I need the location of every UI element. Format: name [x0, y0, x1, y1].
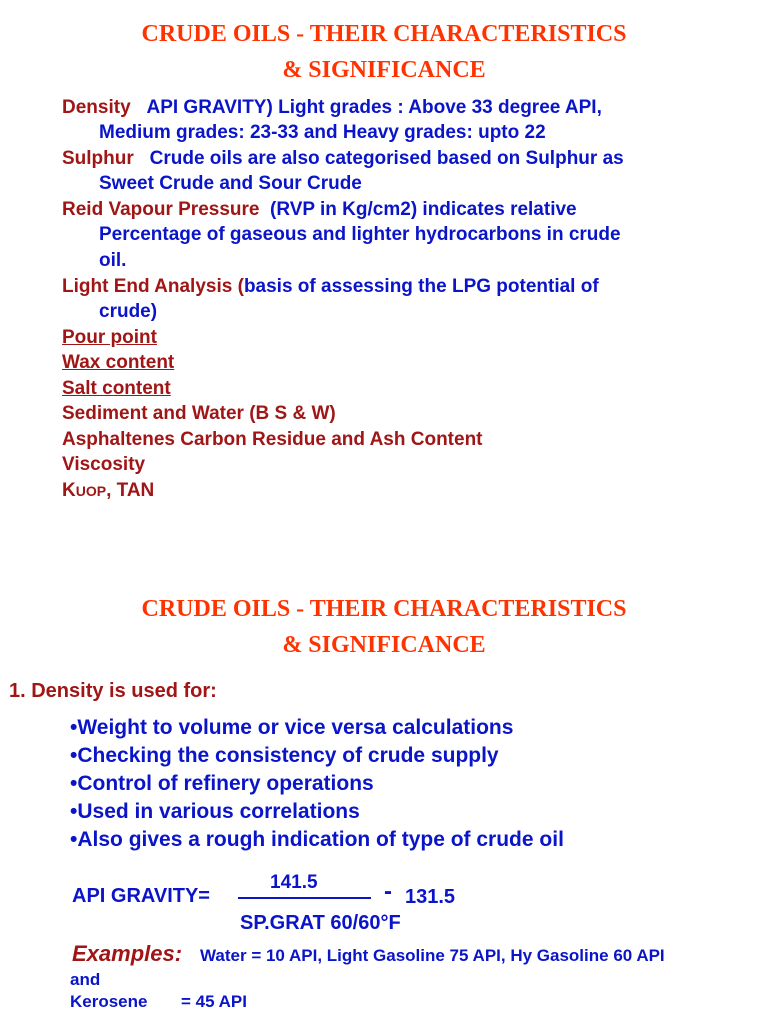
- bullet-item: •Control of refinery operations: [70, 772, 374, 795]
- examples-kerosene-value: = 45 API: [181, 992, 247, 1011]
- viscosity: Viscosity: [62, 454, 146, 475]
- wax-content: Wax content: [62, 352, 175, 373]
- fraction-bar: [238, 897, 371, 899]
- kuop-rest: , TAN: [106, 480, 155, 501]
- bullet-item: •Used in various correlations: [70, 800, 360, 823]
- slide2-title: [0, 591, 768, 663]
- examples-text: Water = 10 API, Light Gasoline 75 API, Hy Gasoline 60 API: [200, 946, 665, 965]
- slide1-title-line1: CRUDE OILS - THEIR CHARACTERISTICS: [141, 21, 627, 47]
- slide2-title-line1: CRUDE OILS - THEIR CHARACTERISTICS: [141, 596, 627, 622]
- formula-numerator: 141.5: [270, 872, 318, 893]
- sulphur-row: [62, 146, 624, 171]
- formula-subtract: 131.5: [405, 886, 456, 908]
- slide1-title-line2: & SIGNIFICANCE: [282, 57, 486, 83]
- formula-minus: -: [384, 878, 392, 905]
- examples-and: and: [70, 970, 101, 989]
- density-used-heading: 1. Density is used for:: [9, 680, 217, 702]
- rvp-row: [62, 197, 577, 222]
- light-end-paren: (: [237, 276, 244, 297]
- rvp-label: Reid Vapour Pressure: [62, 199, 260, 220]
- sulphur-cont: Sweet Crude and Sour Crude: [99, 173, 362, 194]
- formula-label: API GRAVITY=: [72, 885, 210, 907]
- pour-point: Pour point: [62, 327, 157, 348]
- light-end-row: [62, 274, 599, 299]
- bullet-item: •Checking the consistency of crude supply: [70, 744, 499, 767]
- slide1-title: [0, 16, 768, 88]
- light-end-text: basis of assessing the LPG potential of: [243, 276, 599, 297]
- kuop-k: K: [62, 480, 76, 501]
- density-row: [62, 95, 602, 120]
- rvp-cont2: oil.: [99, 250, 127, 271]
- sulphur-label: Sulphur: [62, 148, 134, 169]
- density-cont: Medium grades: 23-33 and Heavy grades: upto 22: [99, 122, 546, 143]
- density-label: Density: [62, 97, 131, 118]
- light-end-cont: crude): [99, 301, 158, 322]
- formula-denominator: SP.GRAT 60/60°F: [240, 912, 401, 934]
- rvp-text: (RVP in Kg/cm2) indicates relative: [270, 199, 577, 220]
- sulphur-text: Crude oils are also categorised based on Sulphur as: [149, 148, 624, 169]
- asphaltenes: Asphaltenes Carbon Residue and Ash Content: [62, 429, 483, 450]
- light-end-label: Light End Analysis: [62, 276, 233, 297]
- bullet-item: •Also gives a rough indication of type of crude oil: [70, 828, 564, 851]
- rvp-cont1: Percentage of gaseous and lighter hydrocarbons in crude: [99, 224, 621, 245]
- kuop-tan: [62, 478, 154, 504]
- examples-kerosene: Kerosene: [70, 992, 148, 1011]
- slide2-title-line2: & SIGNIFICANCE: [282, 632, 486, 658]
- examples-label: Examples:: [72, 941, 183, 966]
- sediment-water: Sediment and Water (B S & W): [62, 403, 336, 424]
- bullet-item: •Weight to volume or vice versa calculations: [70, 716, 514, 739]
- salt-content: Salt content: [62, 378, 171, 399]
- density-text: API GRAVITY) Light grades : Above 33 degree API,: [146, 97, 602, 118]
- kuop-sub: UOP: [75, 483, 107, 499]
